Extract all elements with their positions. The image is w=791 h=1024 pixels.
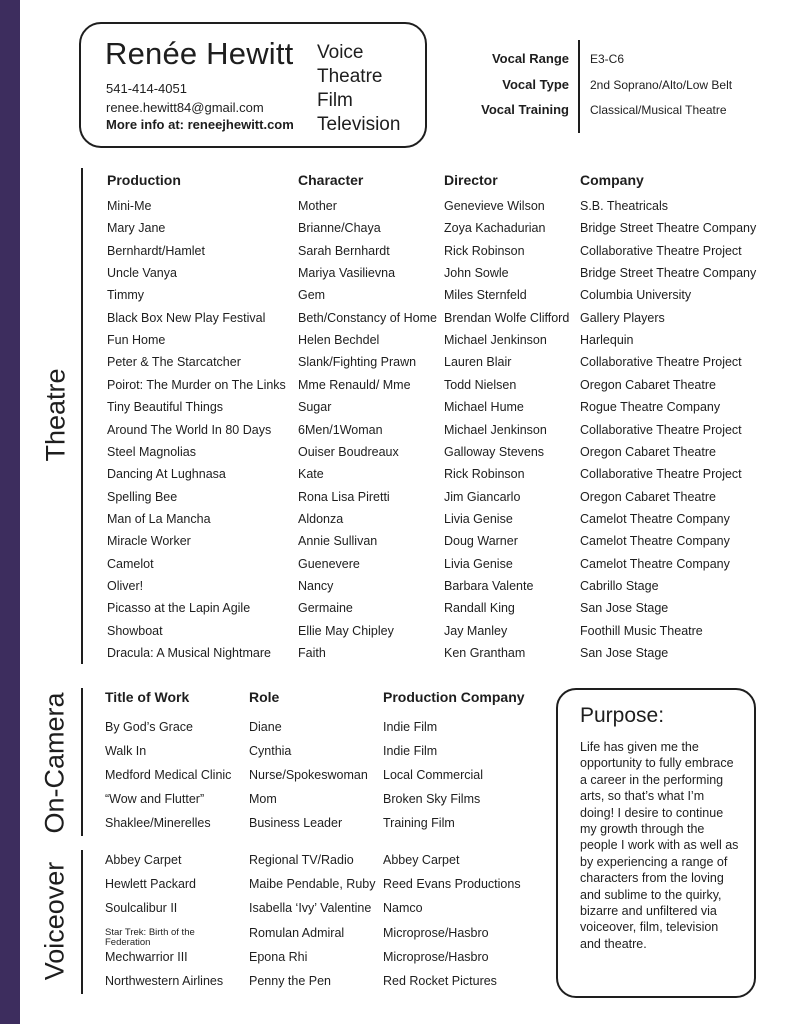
vocal-range-value: E3-C6 [590, 52, 625, 66]
theatre-cell-character: Slank/Fighting Prawn [298, 355, 417, 370]
theatre-cell-character: Ouiser Boudreaux [298, 444, 399, 459]
theatre-cell-director: Doug Warner [444, 534, 518, 549]
theatre-cell-director: Jay Manley [444, 623, 508, 638]
theatre-cell-character: Rona Lisa Piretti [298, 489, 390, 504]
voiceover-cell-title: Northwestern Airlines [105, 974, 224, 988]
theatre-cell-production: Bernhardt/Hamlet [107, 243, 205, 258]
theatre-cell-character: Sarah Bernhardt [298, 243, 390, 258]
on-camera-section-rule [81, 688, 83, 836]
theatre-cell-director: Michael Jenkinson [444, 333, 547, 348]
theatre-cell-director: Michael Hume [444, 400, 524, 415]
on-camera-cell-company: Local Commercial [383, 768, 484, 782]
voiceover-cell-title: Hewlett Packard [105, 877, 197, 892]
theatre-cell-company: Camelot Theatre Company [580, 511, 730, 526]
theatre-section-title: Theatre [40, 368, 71, 462]
theatre-cell-company: San Jose Stage [580, 601, 669, 616]
purpose-text: Life has given me the opportunity to fully embrace a career in the performing arts, so that’s what I’m doing! I desire to continue my growth through the people I work with as well as by experiencing a range of characters from the loving and sublime to the quirky, bizarre and unfiltered via voiceover, film, television and theatre. [580, 740, 739, 951]
theatre-cell-character: Brianne/Chaya [298, 221, 381, 236]
vocal-divider [578, 40, 580, 133]
theatre-cell-company: Harlequin [580, 333, 634, 348]
on-camera-header-title: Title of Work [105, 689, 190, 705]
theatre-cell-production: Peter & The Starcatcher [107, 355, 241, 370]
theatre-header-director: Director [444, 172, 498, 188]
on-camera-cell-title: Walk In [105, 744, 147, 758]
voiceover-cell-role: Maibe Pendable, Ruby [249, 877, 376, 892]
theatre-cell-director: Barbara Valente [444, 578, 534, 593]
vocal-type-label: Vocal Type [502, 76, 569, 92]
theatre-cell-production: Oliver! [107, 578, 144, 593]
voiceover-cell-company: Abbey Carpet [383, 853, 460, 867]
theatre-cell-character: Helen Bechdel [298, 333, 380, 348]
name-card [79, 22, 427, 148]
voiceover-cell-company: Namco [383, 901, 423, 916]
theatre-cell-production: Around The World In 80 Days [107, 422, 272, 437]
theatre-cell-production: Picasso at the Lapin Agile [107, 601, 251, 616]
purpose-title: Purpose: [580, 704, 665, 727]
theatre-cell-production: Mary Jane [107, 221, 166, 236]
theatre-cell-character: Sugar [298, 400, 332, 415]
theatre-header-character: Character [298, 172, 364, 188]
theatre-cell-character: Kate [298, 467, 324, 482]
website-info: More info at: reneejhewitt.com [106, 117, 294, 132]
theatre-cell-director: John Sowle [444, 266, 509, 281]
voiceover-cell-title: Star Trek: Birth of the Federation [105, 926, 195, 948]
theatre-cell-director: Rick Robinson [444, 243, 525, 258]
theatre-cell-production: Dracula: A Musical Nightmare [107, 646, 271, 660]
voiceover-cell-title: Soulcalibur II [105, 901, 178, 916]
theatre-cell-director: Livia Genise [444, 511, 513, 526]
discipline-item: Film [317, 90, 353, 111]
on-camera-header-role: Role [249, 689, 280, 705]
theatre-cell-production: Man of La Mancha [107, 511, 211, 526]
voiceover-cell-role: Isabella ‘Ivy’ Valentine [249, 901, 372, 916]
theatre-cell-director: Randall King [444, 601, 515, 616]
discipline-item: Television [317, 114, 401, 135]
sidebar-accent-bar [0, 0, 20, 1024]
voiceover-cell-role: Romulan Admiral [249, 925, 345, 940]
theatre-cell-production: Steel Magnolias [107, 444, 196, 459]
voiceover-section-title: Voiceover [39, 861, 70, 981]
on-camera-cell-role: Diane [249, 720, 282, 734]
on-camera-cell-company: Training Film [383, 816, 455, 830]
theatre-cell-character: Beth/Constancy of Home [298, 310, 437, 325]
theatre-cell-company: Gallery Players [580, 310, 665, 325]
theatre-cell-company: Oregon Cabaret Theatre [580, 377, 716, 392]
vocal-values [590, 49, 732, 126]
vocal-training-value: Classical/Musical Theatre [590, 103, 727, 117]
phone-number: 541-414-4051 [106, 81, 187, 96]
theatre-cell-character: Mariya Vasilievna [298, 266, 396, 281]
on-camera-cell-company: Indie Film [383, 744, 438, 758]
theatre-cell-character: Guenevere [298, 556, 360, 571]
theatre-cell-production: Spelling Bee [107, 489, 178, 504]
discipline-item: Voice [317, 42, 364, 63]
voiceover-cell-role: Regional TV/Radio [249, 853, 354, 867]
theatre-cell-director: Rick Robinson [444, 467, 525, 482]
theatre-header-production: Production [107, 172, 181, 188]
on-camera-cell-title: By God’s Grace [105, 720, 194, 734]
theatre-cell-company: Bridge Street Theatre Company [580, 266, 757, 281]
vocal-labels [481, 49, 569, 126]
theatre-cell-director: Zoya Kachadurian [444, 221, 546, 236]
theatre-cell-character: Faith [298, 646, 326, 660]
theatre-cell-production: Uncle Vanya [107, 266, 177, 281]
theatre-cell-director: Ken Grantham [444, 646, 526, 660]
voiceover-cell-title: Abbey Carpet [105, 853, 182, 867]
on-camera-cell-company: Indie Film [383, 720, 438, 734]
theatre-cell-production: Dancing At Lughnasa [107, 467, 226, 482]
theatre-cell-company: Cabrillo Stage [580, 578, 659, 593]
theatre-cell-director: Todd Nielsen [444, 377, 517, 392]
email-address: renee.hewitt84@gmail.com [106, 100, 264, 115]
on-camera-cell-title: Medford Medical Clinic [105, 768, 232, 782]
theatre-cell-company: Columbia University [580, 288, 692, 303]
on-camera-cell-role: Nurse/Spokeswoman [249, 768, 368, 782]
theatre-cell-character: 6Men/1Woman [298, 422, 383, 437]
theatre-cell-production: Mini-Me [107, 199, 152, 213]
theatre-cell-director: Michael Jenkinson [444, 422, 547, 437]
voiceover-cell-title: Mechwarrior III [105, 949, 188, 964]
voiceover-section-rule [81, 850, 83, 994]
actor-name: Renée Hewitt [105, 36, 294, 71]
purpose-card [556, 688, 756, 998]
on-camera-cell-role: Cynthia [249, 744, 292, 758]
theatre-cell-character: Mme Renauld/ Mme [298, 377, 411, 392]
theatre-cell-character: Mother [298, 199, 337, 213]
theatre-cell-director: Lauren Blair [444, 355, 512, 370]
theatre-cell-production: Timmy [107, 288, 145, 303]
voiceover-cell-company: Red Rocket Pictures [383, 974, 497, 988]
theatre-cell-director: Brendan Wolfe Clifford [444, 310, 570, 325]
voiceover-cell-role: Epona Rhi [249, 949, 308, 964]
on-camera-cell-role: Mom [249, 792, 277, 806]
theatre-cell-production: Camelot [107, 556, 154, 571]
voiceover-cell-company: Microprose/Hasbro [383, 949, 489, 964]
on-camera-cell-role: Business Leader [249, 816, 343, 830]
theatre-cell-company: Collaborative Theatre Project [580, 467, 742, 482]
theatre-cell-character: Ellie May Chipley [298, 623, 394, 638]
theatre-cell-company: Camelot Theatre Company [580, 556, 730, 571]
theatre-cell-production: Miracle Worker [107, 534, 191, 549]
discipline-list [317, 41, 400, 137]
theatre-cell-company: Collaborative Theatre Project [580, 355, 742, 370]
theatre-cell-company: Oregon Cabaret Theatre [580, 489, 716, 504]
theatre-cell-character: Annie Sullivan [298, 534, 378, 549]
theatre-cell-production: Fun Home [107, 333, 166, 348]
voiceover-cell-company: Microprose/Hasbro [383, 925, 489, 940]
theatre-cell-company: Bridge Street Theatre Company [580, 221, 757, 236]
on-camera-cell-title: Shaklee/Minerelles [105, 816, 211, 830]
theatre-cell-director: Livia Genise [444, 556, 513, 571]
theatre-cell-character: Gem [298, 288, 326, 303]
theatre-cell-company: S.B. Theatricals [580, 199, 669, 213]
theatre-header-company: Company [580, 172, 644, 188]
theatre-cell-character: Aldonza [298, 511, 344, 526]
theatre-cell-director: Miles Sternfeld [444, 288, 527, 303]
theatre-cell-company: Rogue Theatre Company [580, 400, 721, 415]
theatre-section-rule [81, 168, 83, 664]
vocal-training-label: Vocal Training [481, 102, 569, 117]
theatre-cell-director: Jim Giancarlo [444, 489, 521, 504]
vocal-range-label: Vocal Range [491, 51, 569, 66]
theatre-cell-company: Oregon Cabaret Theatre [580, 444, 716, 459]
on-camera-cell-title: “Wow and Flutter” [105, 792, 205, 806]
discipline-item: Theatre [317, 66, 383, 87]
theatre-cell-production: Poirot: The Murder on The Links [107, 377, 286, 392]
voiceover-cell-company: Reed Evans Productions [383, 877, 521, 892]
theatre-cell-company: Collaborative Theatre Project [580, 422, 742, 437]
voiceover-cell-role: Penny the Pen [249, 974, 332, 988]
on-camera-header-company: Production Company [383, 689, 525, 705]
theatre-cell-character: Germaine [298, 601, 353, 616]
theatre-cell-production: Black Box New Play Festival [107, 310, 266, 325]
theatre-cell-company: Camelot Theatre Company [580, 534, 730, 549]
theatre-cell-director: Galloway Stevens [444, 444, 545, 459]
theatre-cell-director: Genevieve Wilson [444, 199, 545, 213]
on-camera-section-title: On-Camera [39, 692, 70, 834]
theatre-cell-production: Tiny Beautiful Things [107, 400, 224, 415]
theatre-cell-character: Nancy [298, 578, 334, 593]
theatre-cell-company: Collaborative Theatre Project [580, 243, 742, 258]
theatre-cell-company: Foothill Music Theatre [580, 623, 703, 638]
theatre-cell-company: San Jose Stage [580, 646, 669, 660]
on-camera-cell-company: Broken Sky Films [383, 792, 481, 806]
theatre-cell-production: Showboat [107, 623, 163, 638]
vocal-type-value: 2nd Soprano/Alto/Low Belt [590, 77, 733, 92]
